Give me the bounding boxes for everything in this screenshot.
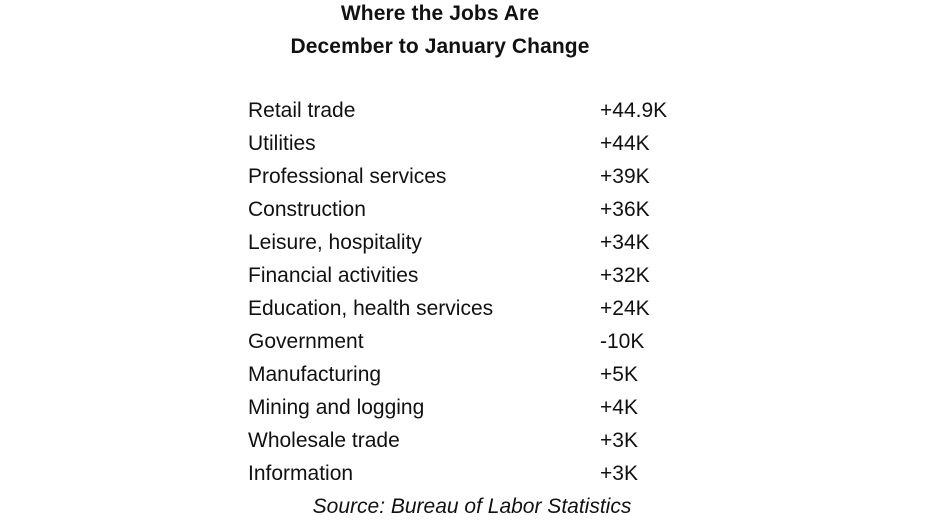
row-value: +36K	[600, 198, 650, 221]
table-row	[248, 259, 708, 292]
row-label: Government	[248, 330, 364, 353]
source-note: Source: Bureau of Labor Statistics	[312, 495, 632, 518]
table-row	[248, 292, 708, 325]
row-label: Mining and logging	[248, 396, 425, 419]
jobs-change-table	[248, 94, 708, 490]
table-row	[248, 424, 708, 457]
chart-header	[0, 0, 880, 63]
row-label: Wholesale trade	[248, 429, 400, 452]
row-label: Professional services	[248, 165, 447, 188]
row-value: +39K	[600, 165, 650, 188]
row-value: +5K	[600, 363, 638, 386]
row-label: Construction	[248, 198, 366, 221]
row-value: +24K	[600, 297, 650, 320]
table-row	[248, 358, 708, 391]
row-label: Information	[248, 462, 354, 485]
row-value: +44K	[600, 132, 650, 155]
table-row	[248, 325, 708, 358]
row-label: Retail trade	[248, 99, 356, 122]
row-value: +44.9K	[600, 99, 668, 122]
table-row	[248, 193, 708, 226]
row-label: Utilities	[248, 132, 316, 155]
table-row	[248, 226, 708, 259]
table-row	[248, 94, 708, 127]
row-value: +34K	[600, 231, 650, 254]
row-value: +3K	[600, 429, 638, 452]
table-row	[248, 391, 708, 424]
table-row	[248, 160, 708, 193]
row-label: Education, health services	[248, 297, 494, 320]
row-value: +32K	[600, 264, 650, 287]
chart-title: Where the Jobs Are	[340, 2, 540, 25]
row-value: -10K	[600, 330, 645, 353]
row-value: +4K	[600, 396, 638, 419]
chart-subtitle: December to January Change	[290, 35, 590, 58]
table-row	[248, 127, 708, 160]
table-row	[248, 457, 708, 490]
row-value: +3K	[600, 462, 638, 485]
row-label: Leisure, hospitality	[248, 231, 422, 254]
row-label: Financial activities	[248, 264, 419, 287]
row-label: Manufacturing	[248, 363, 382, 386]
